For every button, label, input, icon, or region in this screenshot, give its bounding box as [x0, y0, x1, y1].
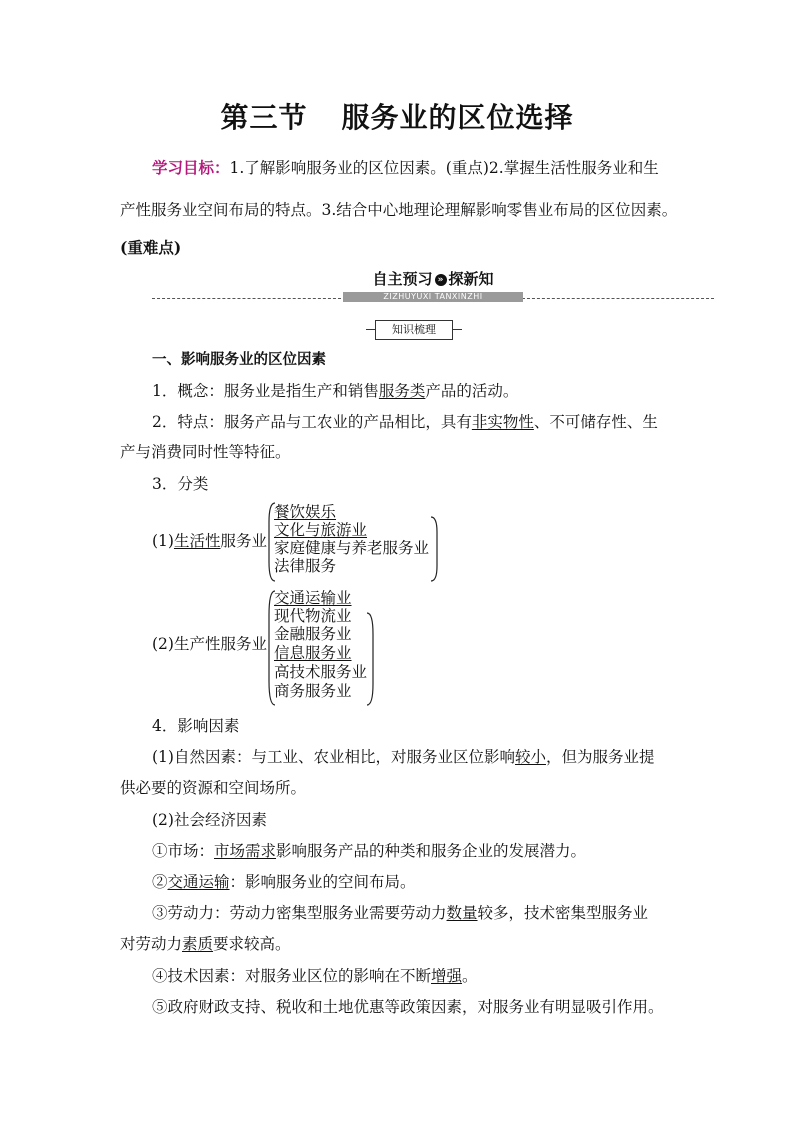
- features-line-1: 2．特点：服务产品与工农业的产品相比，具有非实物性、不可储存性、生: [152, 413, 658, 431]
- natural-factor-line-1: (1)自然因素：与工业、农业相比，对服务业区位影响较小，但为服务业提: [152, 748, 655, 766]
- labor-factor-line-1: ③劳动力：劳动力密集型服务业需要劳动力数量较多，技术密集型服务业: [152, 904, 649, 922]
- labor-factor-line-2: 对劳动力素质要求较高。: [120, 935, 291, 953]
- answer-blank: 非实物性: [471, 413, 534, 431]
- answer-blank: 素质: [182, 935, 214, 953]
- objectives-line-2: 产性服务业空间布局的特点。3.结合中心地理论理解影响零售业布局的区位因素。: [120, 201, 678, 219]
- living-services-label: (1)生活性服务业: [152, 532, 267, 550]
- banner-title: 自主预习 » 探新知: [372, 270, 494, 288]
- producer-item: 金融服务业: [274, 625, 352, 643]
- producer-item: 高技术服务业: [274, 663, 368, 681]
- answer-blank: 市场需求: [214, 842, 277, 860]
- tech-factor: ④技术因素：对服务业区位的影响在不断增强。: [152, 967, 478, 985]
- section-heading: 一、影响服务业的区位因素: [152, 352, 326, 368]
- transport-factor: ②交通运输：影响服务业的空间布局。: [152, 873, 416, 891]
- answer-blank: 交通运输: [167, 873, 230, 891]
- title-section-number: 第三节: [220, 101, 308, 134]
- right-brace: [430, 516, 440, 582]
- living-item: 文化与旅游业: [274, 521, 368, 539]
- producer-services-label: (2)生产性服务业: [152, 635, 267, 653]
- answer-blank: 数量: [446, 904, 478, 922]
- living-item: 法律服务: [274, 557, 337, 575]
- page-title: [0, 96, 794, 136]
- answer-blank: 服务类: [378, 382, 426, 400]
- classification-heading: 3．分类: [152, 475, 209, 493]
- right-brace: [366, 612, 376, 706]
- natural-factor-line-2: 供必要的资源和空间场所。: [120, 779, 307, 797]
- section-tag: 知识梳理: [375, 320, 453, 340]
- objectives-line-3: (重难点): [120, 238, 182, 257]
- answer-blank: 较小: [514, 748, 546, 766]
- socio-economic-heading: (2)社会经济因素: [152, 811, 267, 829]
- producer-item: 交通运输业: [274, 589, 352, 607]
- banner-divider-right: [522, 298, 714, 299]
- living-item: 餐饮娱乐: [274, 503, 337, 521]
- features-line-2: 产与消费同时性等特征。: [120, 443, 291, 461]
- objectives-line-1: 学习目标：1.了解影响服务业的区位因素。(重点)2.掌握生活性服务业和生: [152, 159, 659, 177]
- policy-factor: ⑤政府财政支持、税收和土地优惠等政策因素，对服务业有明显吸引作用。: [152, 998, 664, 1016]
- title-text: 服务业的区位选择: [341, 101, 574, 134]
- producer-item: 信息服务业: [274, 644, 352, 662]
- section-banner: [343, 268, 523, 304]
- chevron-right-icon: »: [435, 274, 447, 286]
- factors-heading: 4．影响因素: [152, 717, 240, 735]
- banner-divider-left: [152, 298, 346, 299]
- banner-subtitle: ZIZHUYUXI TANXINZHI: [343, 292, 523, 302]
- objectives-label: 学习目标：: [152, 159, 230, 177]
- market-factor: ①市场：市场需求影响服务产品的种类和服务企业的发展潜力。: [152, 842, 587, 860]
- concept-line: 1．概念：服务业是指生产和销售服务类产品的活动。: [152, 382, 519, 400]
- answer-blank: 生活性: [173, 532, 221, 550]
- living-item: 家庭健康与养老服务业: [274, 539, 430, 557]
- answer-blank: 增强: [431, 967, 463, 985]
- producer-item: 现代物流业: [274, 607, 352, 625]
- producer-item: 商务服务业: [274, 682, 352, 700]
